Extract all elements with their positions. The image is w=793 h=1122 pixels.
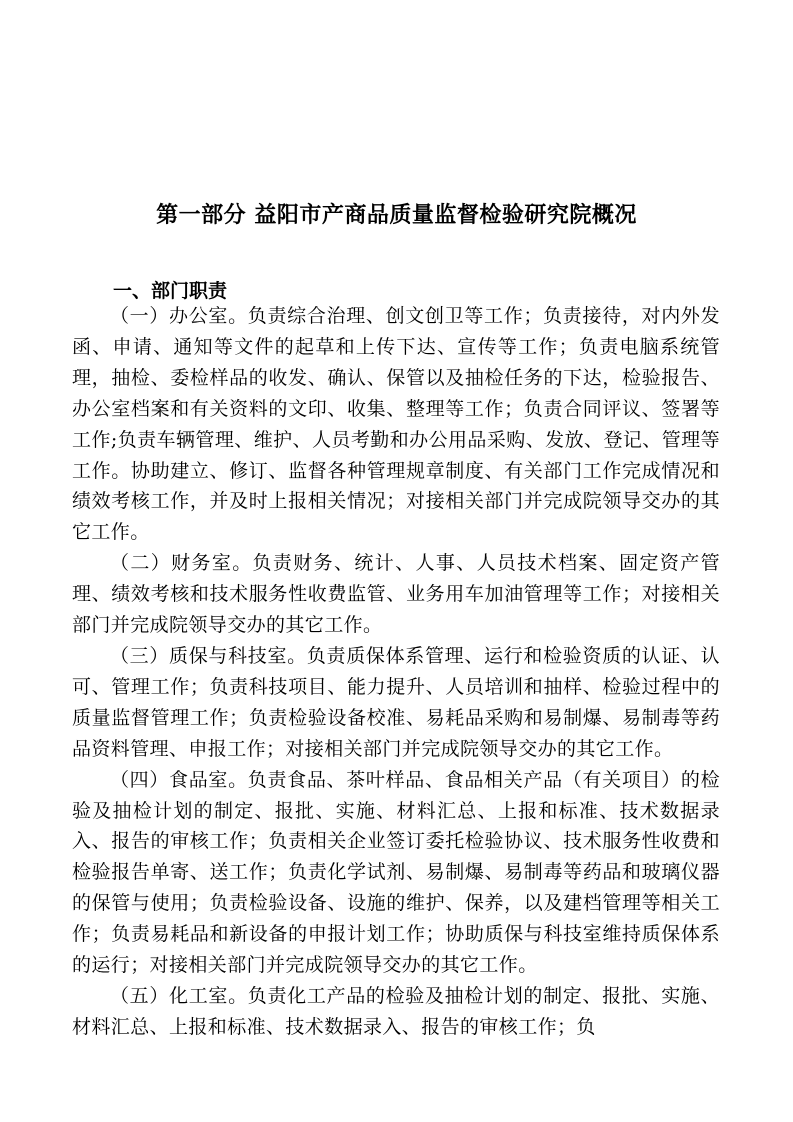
paragraph-finance: （二）财务室。负责财务、统计、人事、人员技术档案、固定资产管理、绩效考核和技术服务性收费监管、业务用车加油管理等工作；对接相关部门并完成院领导交办的其它工作。 xyxy=(72,552,720,637)
section-heading: 一、部门职责 xyxy=(113,280,228,302)
body-text xyxy=(72,301,720,1043)
paragraph-chemical: （五）化工室。负责化工产品的检验及抽检计划的制定、报批、实施、材料汇总、上报和标准、技术数据录入、报告的审核工作；负 xyxy=(72,984,720,1038)
paragraph-office: （一）办公室。负责综合治理、创文创卫等工作；负责接待，对内外发函、申请、通知等文件的起草和上传下达、宣传等工作；负责电脑系统管理，抽检、委检样品的收发、确认、保管以及抽检任务的下达，检验报告、办公室档案和有关资料的文印、收集、整理等工作；负责合同评议、签署等工作;负责车辆管理、维护、人员考勤和办公用品采购、发放、登记、管理等工作。协助建立、修订、监督各种管理规章制度、有关部门工作完成情况和绩效考核工作，并及时上报相关情况；对接相关部门并完成院领导交办的其它工作。 xyxy=(72,305,720,544)
paragraph-quality: （三）质保与科技室。负责质保体系管理、运行和检验资质的认证、认可、管理工作；负责科技项目、能力提升、人员培训和抽样、检验过程中的质量监督管理工作；负责检验设备校准、易耗品采购和易制爆、易制毒等药品资料管理、申报工作；对接相关部门并完成院领导交办的其它工作。 xyxy=(72,644,720,760)
document-title: 第一部分 益阳市产商品质量监督检验研究院概况 xyxy=(156,203,637,228)
paragraph-food: （四）食品室。负责食品、茶叶样品、食品相关产品（有关项目）的检验及抽检计划的制定、报批、实施、材料汇总、上报和标准、技术数据录入、报告的审核工作；负责相关企业签订委托检验协议、技术服务性收费和检验报告单寄、送工作；负责化学试剂、易制爆、易制毒等药品和玻璃仪器的保管与使用；负责检验设备、设施的维护、保养，以及建档管理等相关工作；负责易耗品和新设备的申报计划工作；协助质保与科技室维持质保体系的运行；对接相关部门并完成院领导交办的其它工作。 xyxy=(72,768,720,977)
